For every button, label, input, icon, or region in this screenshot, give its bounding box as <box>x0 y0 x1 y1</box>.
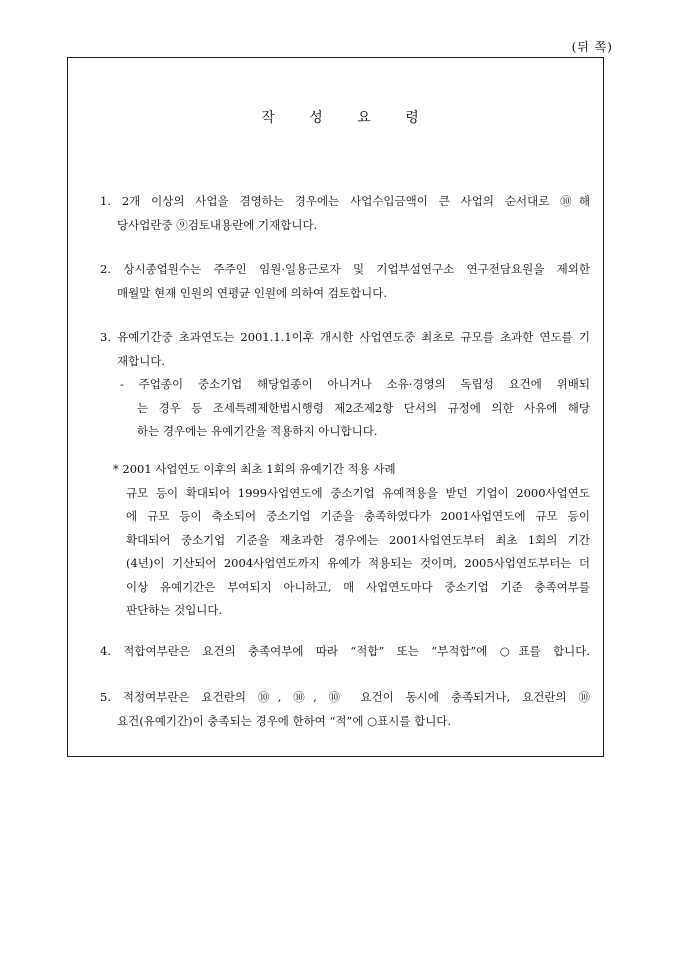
note-line-6: 판단하는 것입니다. <box>126 603 223 617</box>
item-3-sub-line-2: 는 경우 등 조세특례제한법시행령 제2조제2항 단서의 규정에 의한 사유에 해당 <box>137 400 590 415</box>
item-3-line-1: 3. 유예기간중 초과연도는 2001.1.1이후 개시한 사업연도중 최초로 규모를 초과한 연도를 기 <box>100 330 590 344</box>
example-note <box>113 458 590 623</box>
item-3-sub-line-1: - 주업종이 중소기업 해당업종이 아니거나 소유·경영의 독립성 요건에 위배되 <box>120 377 590 391</box>
instruction-item-1 <box>100 190 590 237</box>
note-line-4: (4년)이 기산되어 2004사업연도까지 유예가 적용되는 것이며, 2005사업연도부터는 더 <box>126 556 590 570</box>
instruction-item-2 <box>100 258 590 305</box>
note-line-1: 규모 등이 확대되어 1999사업연도에 중소기업 유예적용을 받던 기업이 2000사업연도 <box>126 485 590 500</box>
item-2-line-2: 매월말 현재 인원의 연평균 인원에 의하여 검토합니다. <box>117 285 387 300</box>
page-side-label: (뒤 쪽) <box>571 40 613 54</box>
instruction-item-5 <box>100 686 590 733</box>
instruction-item-4 <box>100 640 590 664</box>
item-5-line-1: 5. 적정여부란은 요건란의 ⑩, ⑩, ⑩ 요건이 동시에 충족되거나, 요건란의 ⑩ <box>100 690 590 704</box>
note-line-2: 에 규모 등이 축소되어 중소기업 기준을 충족하였다가 2001사업연도에 규모 등이 <box>126 509 590 523</box>
item-4-line-1: 4. 적합여부란은 요건의 충족여부에 따라 “적합” 또는 “부적합”에 ○표를 합니다. <box>100 644 590 658</box>
note-heading: * 2001 사업연도 이후의 최초 1회의 유예기간 적용 사례 <box>113 462 396 476</box>
item-3-line-2: 재합니다. <box>117 353 166 368</box>
document-title: 작 성 요 령 <box>261 110 419 126</box>
item-3-sub-line-3: 하는 경우에는 유예기간을 적용하지 아니합니다. <box>137 424 378 438</box>
item-2-line-1: 2. 상시종업원수는 주주인 임원·일용근로자 및 기업부설연구소 연구전담요원을 제외한 <box>100 262 590 276</box>
note-line-5: 이상 유예기간은 부여되지 아니하고, 매 사업연도마다 중소기업 기준 충족여부를 <box>126 579 590 594</box>
note-line-3: 확대되어 중소기업 기준을 재초과한 경우에는 2001사업연도부터 최초 1회의 기간 <box>126 532 590 547</box>
item-1-line-2: 당사업란중 ⑨검토내용란에 기재합니다. <box>117 217 318 232</box>
instruction-item-3 <box>100 326 590 444</box>
item-1-line-1: 1. 2개 이상의 사업을 겸영하는 경우에는 사업수입금액이 큰 사업의 순서대로 ⑩해 <box>100 194 590 208</box>
item-5-line-2: 요건(유예기간)이 충족되는 경우에 한하여 “적”에 ○표시를 합니다. <box>117 713 452 728</box>
